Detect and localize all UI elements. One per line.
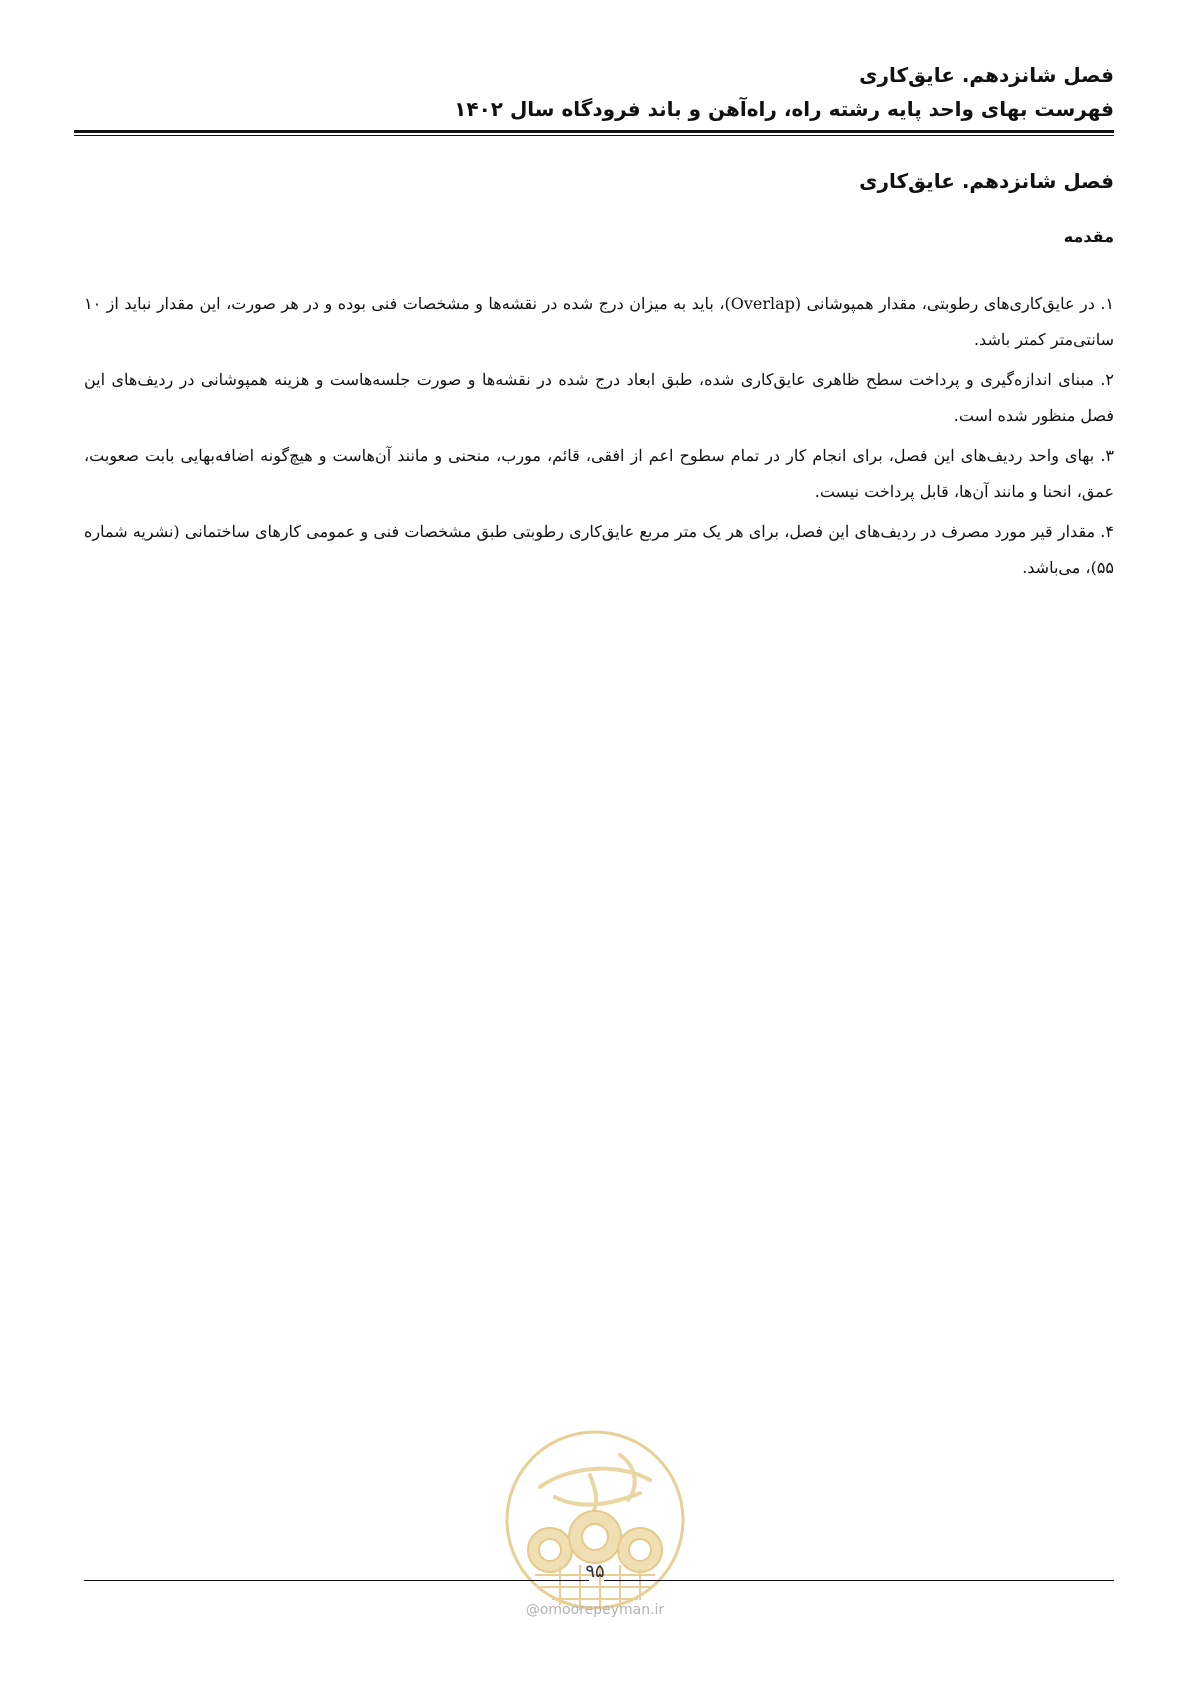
site-watermark-text: @omoorepeyman.ir [525,1602,665,1618]
header-rule-thin [74,135,1114,136]
introduction-list [84,286,1114,590]
section-title: فصل شانزدهم. عایق‌کاری [859,169,1114,193]
list-item: ۲. مبنای اندازه‌گیری و پرداخت سطح ظاهری عایق‌کاری شده، طبق ابعاد درج شده در نقشه‌ها و صورت جلسه‌هاست و هزینه همپوشانی در ردیف‌های این فصل منظور شده است. [84,370,1114,425]
footer-rule-right [604,1580,1114,1581]
header-document-title: فهرست بهای واحد پایه رشته راه، راه‌آهن و باند فرودگاه سال ۱۴۰۲ [454,97,1114,121]
list-item: ۴. مقدار قیر مورد مصرف در ردیف‌های این فصل، برای هر یک متر مربع عایق‌کاری رطوبتی طبق مشخصات فنی و عمومی کارهای ساختمانی (نشریه شماره ۵۵)، می‌باشد. [84,522,1114,577]
omoore-peyman-logo-icon [500,1425,690,1615]
list-item: ۱. در عایق‌کاری‌های رطوبتی، مقدار همپوشانی (Overlap)، باید به میزان درج شده در نقشه‌ها و مشخصات فنی بوده و در هر صورت، این مقدار نباید از ۱۰ سانتی‌متر کمتر باشد. [84,294,1114,349]
header-rule-thick [74,130,1114,133]
list-item: ۳. بهای واحد ردیف‌های این فصل، برای انجام کار در تمام سطوح اعم از افقی، قائم، مورب، منحنی و مانند آن‌هاست و هیچ‌گونه اضافه‌بهایی بابت صعوبت، عمق، انحنا و مانند آن‌ها، قابل پرداخت نیست. [84,446,1114,501]
running-header [74,58,1114,126]
header-chapter-title: فصل شانزدهم. عایق‌کاری [859,63,1114,87]
page-number: ۹۵ [585,1561,605,1582]
footer-rule-left [84,1580,589,1581]
subsection-title: مقدمه [1063,227,1114,246]
